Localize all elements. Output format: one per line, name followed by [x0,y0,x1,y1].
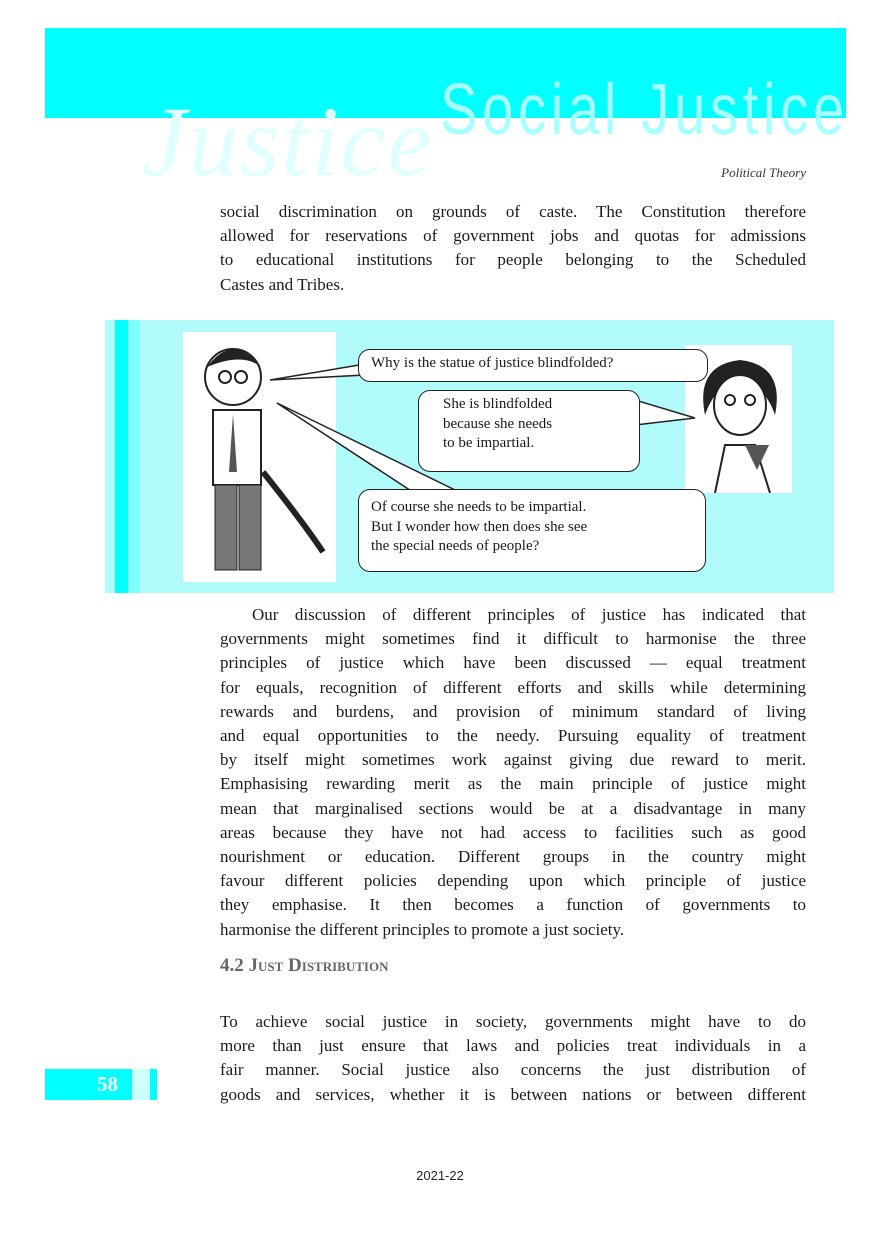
chapter-title: Social Justice [440,70,849,150]
book-title: Political Theory [721,165,806,180]
text-line: more than just ensure that laws and policies treat individuals in a [220,1036,806,1056]
bubble-text: She is blindfolded [443,396,553,412]
speech-bubble-question [358,349,708,382]
text-line: they emphasise. It then becomes a function of governments to [220,895,806,915]
text-line: for equals, recognition of different efforts and skills while determining [220,677,806,697]
text-line: areas because they have not had access to facilities such as good [220,822,806,842]
text-line: favour different policies depending upon which principle of justice [220,871,806,891]
text-line: goods and services, whether it is between nations or between different [220,1084,806,1104]
text-line: fair manner. Social justice also concerns the just distribution of [220,1060,806,1080]
page-number-tab [132,1069,150,1100]
text-line: governments might sometimes find it difficult to harmonise the three [220,629,806,649]
bubble-text: Of course she needs to be impartial. [371,499,587,515]
footer-year: 2021-22 [416,1168,464,1183]
cartoon-panel [105,320,834,593]
text-line: and equal opportunities to the needy. Pursuing equality of treatment [220,726,806,746]
text-line: Our discussion of different principles of justice has indicated that [252,605,806,624]
text-line: harmonise the different principles to promote a just society. [220,919,625,939]
speech-bubble-answer [418,390,640,472]
bubble-text: But I wonder how then does she see [371,518,588,535]
text-line: Castes and Tribes. [220,274,345,294]
watermark-justice: Justice [142,86,434,197]
bubble-text: Why is the statue of justice blindfolded? [371,355,614,371]
page-number: 58 [45,1069,132,1100]
text-line: To achieve social justice in society, governments might have to do [220,1012,806,1031]
speech-bubble-reply [358,489,706,572]
text-line: mean that marginalised sections would be at a disadvantage in many [220,798,806,818]
page-number-stripe [150,1069,157,1100]
bubble-text: because she needs [443,415,553,432]
text-line: rewards and burdens, and provision of minimum standard of living [220,701,806,721]
paragraph-2 [220,603,806,942]
section-heading: 4.2 Just Distribution [220,955,389,976]
text-line: by itself might sometimes work against giving due reward to merit. [220,750,806,770]
bubble-text: the special needs of people? [371,538,540,554]
text-line: Emphasising rewarding merit as the main principle of justice might [220,774,806,794]
text-line: to educational institutions for people belonging to the Scheduled [220,250,806,270]
text-line: nourishment or education. Different groups in the country might [220,847,806,867]
bubble-text: to be impartial. [443,435,535,451]
text-line: allowed for reservations of government jobs and quotas for admissions [220,226,806,246]
text-line: principles of justice which have been discussed — equal treatment [220,653,806,673]
paragraph-3 [220,1010,806,1107]
text-line: social discrimination on grounds of caste. The Constitution therefore [220,202,806,221]
paragraph-1 [220,200,806,297]
